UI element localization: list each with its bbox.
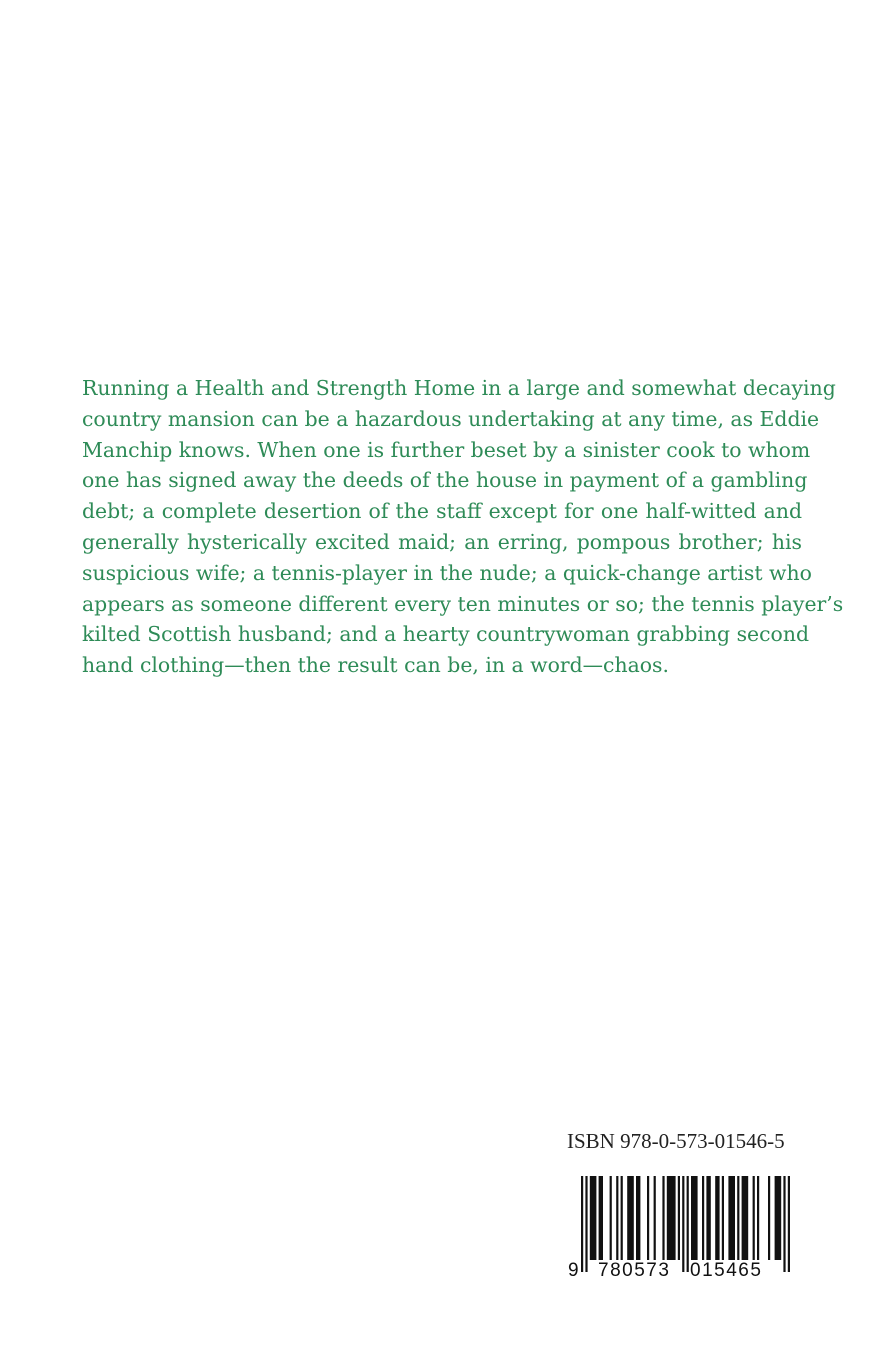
barcode-left-digits: 780573 [598,1260,671,1281]
barcode-bar [775,1176,782,1260]
barcode-right-digits: 015465 [690,1260,763,1281]
barcode-bar [757,1176,759,1260]
blurb-line: Running a Health and Strength Home in a large and somewhat decaying [82,376,836,400]
barcode-bar [737,1176,739,1260]
blurb-line: generally hysterically excited maid; an erring, pompous brother; his [82,529,802,554]
isbn-barcode [567,1176,795,1286]
barcode-guard-bar [682,1176,684,1272]
barcode-first-digit: 9 [568,1260,581,1281]
barcode-bar [691,1176,698,1260]
barcode-bar [742,1176,749,1260]
barcode-guard-bar [687,1176,689,1272]
isbn-label: ISBN 978-0-573-01546-5 [567,1129,785,1153]
barcode-bar [610,1176,612,1260]
barcode-guard-bar [788,1176,790,1272]
barcode-bar [627,1176,634,1260]
barcode-bar [702,1176,704,1260]
barcode-bar [654,1176,656,1260]
barcode-bar [722,1176,724,1260]
barcode-guard-bar [585,1176,587,1272]
barcode-bar [715,1176,719,1260]
barcode-bar [599,1176,603,1260]
barcode-bar [706,1176,710,1260]
barcode-bar [590,1176,597,1260]
blurb-line: country mansion can be a hazardous undertaking at any time, as Eddie [82,406,820,431]
barcode-bar [647,1176,649,1260]
barcode-bar [667,1176,676,1260]
blurb-line: debt; a complete desertion of the staff except for one half-witted and [82,499,802,524]
barcode-bar [753,1176,755,1260]
blurb-line: appears as someone different every ten minutes or so; the tennis player’s [82,591,844,616]
blurb-line: kilted Scottish husband; and a hearty countrywoman grabbing second [82,622,810,647]
barcode-bar [616,1176,618,1260]
barcode-bar [678,1176,680,1260]
blurb-line: suspicious wife; a tennis-player in the nude; a quick-change artist who [82,560,812,585]
barcode-bar [662,1176,664,1260]
barcode-bar [636,1176,640,1260]
blurb-line: Manchip knows. When one is further beset by a sinister cook to whom [82,437,811,462]
blurb-paragraph [82,373,844,681]
blurb-line: one has signed away the deeds of the house in payment of a gambling [82,468,808,493]
blurb-line: hand clothing—then the result can be, in a word—chaos. [82,653,669,678]
barcode-bar [621,1176,623,1260]
barcode-guard-bar [581,1176,583,1272]
barcode-bar [768,1176,770,1260]
barcode-bar [728,1176,735,1260]
barcode-guard-bar [783,1176,785,1272]
